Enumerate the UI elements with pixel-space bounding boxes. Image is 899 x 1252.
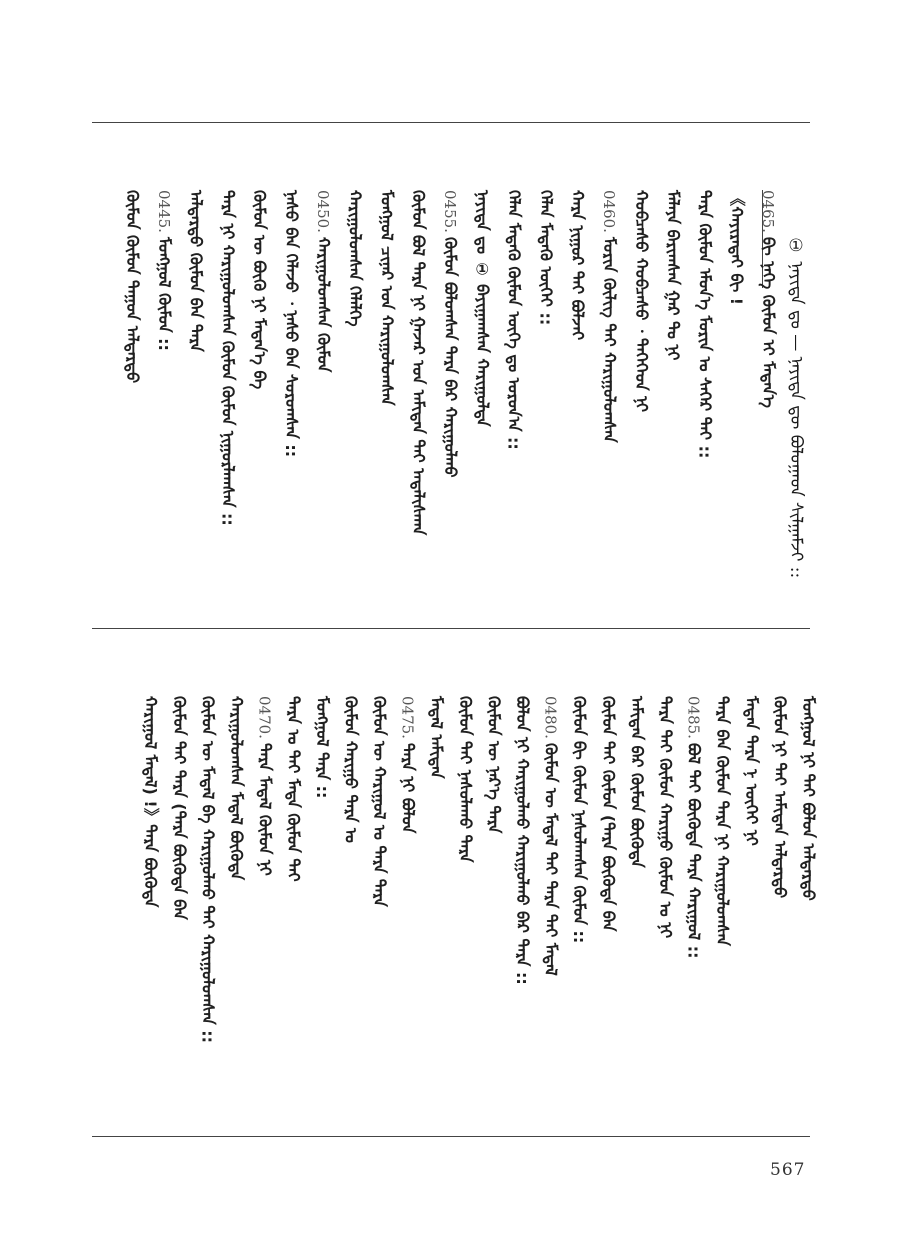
text-line (627, 696, 647, 868)
line-text: ᠬᠦᠮᠦᠨ ᠦ ᠪᠦᠬᠦ ᠨᠢ ᠮᠡᠳᠡᠨ᠎ᠡ ᠪᠠ (250, 190, 270, 390)
line-number: 0475. (398, 696, 417, 739)
text-line (657, 696, 673, 938)
text-line (695, 190, 715, 459)
line-text: ᠬᠦᠮᠦᠨ ᠦ ᠬᠠᠷᠢᠭᠤᠯ ᠤ ᠲᠡᠷᠡ ᠲᠡᠷᠡ (370, 696, 389, 907)
line-text: ᠠᠯᠳᠠᠷᠲᠤ ᠬᠦᠮᠦᠨ ᠪᠡᠨ ᠲᠡᠷᠡ (186, 190, 206, 352)
line-text: ᠬᠡᠯᠡᠨ ᠮᠡᠳᠡᠬᠦ ᠦᠭᠡᠢ :: (536, 190, 556, 326)
text-line (686, 696, 702, 959)
text-line (341, 696, 361, 843)
line-text: ᠲᠡᠷᠡ ᠬᠦᠮᠦᠨ ᠡᠮᠦᠨ᠎ᠡ ᠮᠤᠷᠢᠨ ᠤ ᠰᠡᠭᠡᠷ ᠲᠠᠢ :: (695, 190, 715, 459)
middle-rule (92, 628, 810, 629)
line-text: ᠬᠦᠮᠦᠨ ᠦ ᠮᠡᠳᠡᠯ ᠲᠡᠢ ᠲᠡᠷᠡ ᠲᠡᠢ ᠮᠡᠳᠡᠯ (541, 742, 561, 976)
line-text: ᠪᠣᠯ ᠲᠡᠢ ᠪᠦᠬᠦᠳᠡ ᠲᠡᠷᠡ ᠬᠠᠷᠢᠭᠤᠯ :: (684, 742, 704, 959)
text-line (283, 190, 299, 457)
text-line (536, 190, 556, 326)
line-number: 0470. (255, 696, 274, 739)
text-line (442, 190, 458, 478)
footnote: ① ᠨᠡᠶᠢᠲᠡ ᠳᠤ — ᠨᠡᠶᠢᠲᠡ ᠳᠦ ᠪᠤᠯᠤᠭᠠᠳ ᠰᠢᠯᠭᠠᠮᠵᠢ :: (786, 236, 806, 579)
text-line (484, 696, 504, 834)
text-line (347, 190, 363, 327)
line-text: ᠲᠡᠷᠡ ᠨᠢ ᠬᠠᠷᠢᠭᠤᠯᠤᠭᠰᠠᠨ ᠬᠦᠮᠦᠨ ᠬᠦᠮᠦᠨ ᠨᠢᠭᠤᠷᠯᠠᠭᠰᠠᠨ :: (218, 190, 238, 526)
text-line (713, 696, 733, 946)
line-text: ᠬᠦᠮᠦᠨ ᠪᠤᠯ ᠲᠡᠷᠡ ᠨᠢ ᠭᠠᠵᠠᠷ ᠤᠨ ᠠᠮᠢᠲᠠᠨ ᠲᠡᠢ ᠠᠳᠠᠯᠢᠰᠬᠠᠨ (409, 190, 429, 536)
text-line (600, 696, 616, 931)
line-text: ᠬᠠᠷᠢᠭᠤᠯᠤᠭᠰᠠᠨ ᠮᠡᠳᠡᠯ ᠪᠦᠬᠦᠳᠡ (227, 696, 246, 881)
line-text: ᠲᠡᠷᠡ ᠤ ᠲᠡᠢ ᠮᠡᠳᠡ ᠬᠦᠮᠦᠨ ᠲᠡᠢ (284, 696, 304, 882)
line-text: ᠬᠦᠮᠦᠨ ᠨᠢ ᠲᠡᠢ ᠠᠮᠢᠲᠠᠨ ᠠᠯᠳᠠᠷᠲᠤ (770, 696, 790, 899)
line-text: ᠬᠦᠮᠦᠨ ᠲᠡᠢ ᠬᠦᠮᠦᠨ (ᠲᠡᠷᠡ ᠪᠦᠬᠦᠳᠡ ᠪᠡᠨ (598, 696, 618, 932)
line-text: ᠬᠠᠷᠠ ᠨᠢᠭᠤᠷ ᠲᠠᠢ ᠪᠤᠯᠵᠠᠢ (568, 190, 588, 341)
line-text: ᠬᠦᠮᠦᠨ ᠦ ᠮᠡᠳᠡᠯ ᠪᠡ ᠬᠠᠷᠢᠭᠤᠯᠬᠤ ᠲᠡᠢ ᠬᠠᠷᠢᠭᠤᠯᠤᠭᠰᠠᠨ :: (198, 696, 218, 1044)
text-line (665, 190, 681, 360)
text-line (250, 190, 270, 390)
top-rule (92, 122, 810, 123)
line-text: ᠬᠦᠮᠦᠨ ᠦ ᠨᠡᠷ᠎ᠡ ᠲᠡᠷᠡ (484, 696, 504, 834)
line-text: ᠪᠣᠯᠤᠨ ᠨᠢ ᠬᠠᠷᠢᠭᠤᠯᠬᠤ ᠬᠠᠷᠢᠭᠤᠯᠬᠤ ᠪᠡᠷ ᠲᠡᠷᠡ :: (513, 696, 532, 985)
line-text: ᠲᠡᠷᠡ ᠨᠢ ᠪᠣᠯᠤᠨ (398, 742, 418, 834)
text-line (218, 190, 238, 526)
line-number: 0445. (154, 190, 173, 233)
text-line (124, 190, 140, 383)
line-text: ᠮᠡᠳᠡᠨ ᠲᠡᠷᠡ ᠨ ᠦᠭᠡᠢ ᠨᠢ (741, 696, 761, 846)
line-text: ᠨᠡᠶᠢᠲᠡ ᠳᠤ ① ᠪᠠᠶᠢᠭᠠᠭᠰᠠᠨ ᠬᠠᠷᠢᠭᠤᠯᠲᠠ (472, 190, 492, 427)
text-line (457, 696, 473, 863)
text-line (760, 190, 776, 408)
text-line (743, 696, 759, 846)
line-number: 0460. (600, 190, 618, 233)
line-number: 0485. (684, 696, 703, 739)
line-text: ᠬᠠᠷᠢᠭᠤᠯ ᠮᠡᠳᠡᠯ) !》ᠲᠡᠷᠡ ᠪᠦᠬᠦᠳᠡ (141, 696, 161, 908)
line-text: ᠮᠣᠩᠭᠣᠯ ᠴᠢᠨᠠᠷ ᠤᠨ ᠬᠠᠷᠢᠭᠤᠯᠤᠭᠰᠠᠨ (377, 190, 397, 406)
text-line (377, 190, 397, 406)
line-text: ᠲᠡᠷᠡ ᠪᠡᠨ ᠬᠦᠮᠦᠨ ᠲᠡᠷᠡ ᠨᠢ ᠬᠠᠷᠢᠭᠤᠯᠤᠭᠰᠠᠨ (713, 696, 733, 946)
line-text: ᠮᠡᠳᠡᠯ ᠠᠮᠢᠲᠠᠨ (427, 696, 447, 779)
text-line (315, 190, 331, 372)
line-text: ᠮᠣᠷᠢᠨ ᠬᠦᠯᠢᠭ ᠲᠡᠢ ᠬᠠᠷᠢᠭᠤᠯᠤᠭᠰᠠᠨ (600, 236, 619, 443)
line-text: ᠮᠠᠯᠠᠶᠠ ᠪᠠᠷᠢᠭᠰᠠᠨ ᠭᠠᠷ ᠲᠤ ᠨᠢ (663, 190, 683, 361)
text-line (284, 696, 304, 882)
text-line (506, 190, 522, 450)
text-line (314, 696, 330, 798)
text-line (633, 190, 649, 412)
line-text: ᠬᠠᠷᠢᠭᠤᠯᠤᠭᠰᠠᠨ ᠬᠦᠮᠦᠨ (313, 236, 333, 373)
line-text: ᠬᠠᠷᠢᠭᠤᠯᠤᠭᠰᠠᠨ ᠬᠡᠯᠡᠯᠭᠡ (345, 190, 365, 327)
text-line (188, 190, 204, 352)
text-line (568, 190, 588, 341)
text-line (409, 190, 429, 536)
line-text: ᠬᠦᠮᠦᠨ ᠬᠠᠷᠢᠭᠤ ᠲᠡᠷᠡ ᠤ (341, 696, 361, 843)
line-text: ᠬᠤᠪᠴᠠᠰᠤ ᠬᠤᠪᠴᠠᠰᠤ ᠂ ᠲᠡᠭᠡᠭᠡᠳ ᠨᠢ (631, 190, 651, 413)
text-line (371, 696, 387, 907)
line-number: 0455. (441, 190, 459, 233)
line-text: ᠲᠡᠷᠡ ᠮᠡᠳᠡᠯ ᠬᠦᠮᠦᠨ ᠨᠢ (255, 742, 275, 876)
line-text: 《ᠬᠠᠶᠢᠷᠠᠲᠠᠢ ᠪᠢ ! (727, 190, 747, 306)
text-line (427, 696, 447, 779)
line-text: ᠮᠣᠩᠭᠣᠯ ᠲᠡᠷᠡ :: (312, 696, 332, 799)
text-line (543, 696, 559, 976)
text-line (257, 696, 273, 876)
text-line (770, 696, 790, 899)
line-number: 0480. (541, 696, 560, 739)
text-line (800, 696, 816, 901)
line-text: ᠬᠦᠮᠦᠨ ᠲᠡᠢ ᠨᠠᠰᠤᠯᠠᠬᠤ ᠲᠡᠷᠡ (455, 696, 475, 863)
line-text: ᠬᠡᠯᠡᠨ ᠮᠡᠳᠡᠬᠦ ᠬᠦᠮᠦᠨ ᠦᠭᠡ ᠳᠤ ᠣᠷᠣᠨ᠎ᠠ :: (504, 190, 524, 450)
text-line (474, 190, 490, 427)
text-line (171, 696, 187, 920)
line-number: 0450. (313, 190, 332, 233)
line-text: ᠬᠦᠮᠦᠨ ᠪᠢ ᠬᠦᠮᠦᠨ ᠨᠠᠰᠤᠯᠠᠭᠰᠠᠨ ᠬᠦᠮᠦᠨ :: (570, 696, 590, 944)
line-text: ᠬᠦᠮᠦᠨ ᠪᠤᠯᠤᠭᠰᠠᠨ ᠲᠡᠷᠡ ᠪᠡᠷ ᠬᠠᠷᠢᠭᠤᠯᠬᠤ (441, 236, 460, 478)
bottom-rule (92, 1136, 810, 1137)
text-line (727, 190, 747, 306)
page-number: 567 (770, 1160, 806, 1180)
text-line (400, 696, 416, 833)
line-text: ᠮᠣᠩᠭᠣᠯ ᠬᠦᠮᠦᠨ :: (154, 236, 174, 351)
text-line (514, 696, 530, 985)
line-text: ᠲᠡᠷᠡ ᠲᠡᠢ ᠬᠦᠮᠦᠨ ᠬᠠᠷᠢᠭᠤ ᠬᠦᠮᠦᠨ ᠤ ᠨᠢ (656, 696, 675, 939)
line-text: ᠠᠮᠢᠲᠠᠨ ᠪᠡᠷ ᠬᠦᠮᠦᠨ ᠪᠦᠬᠦᠳᠡ (627, 696, 647, 868)
line-text: ᠨᠠᠰᠤ ᠪᠡᠨ ᠬᠡᠯᠡᠵᠦ ᠂ ᠨᠠᠰᠤ ᠪᠡᠨ ᠰᠤᠷᠤᠭᠰᠠᠨ :: (282, 190, 301, 458)
text-line (601, 190, 617, 443)
text-line (156, 190, 172, 351)
text-line (198, 696, 218, 1044)
line-text: ᠬᠦᠮᠦᠨ ᠬᠦᠮᠦᠨ ᠳᠠᠭᠤᠨ ᠠᠯᠳᠠᠷᠲᠤ (123, 190, 142, 384)
text-line (228, 696, 244, 880)
line-text: ᠮᠣᠩᠭᠣᠯ ᠨᠢ ᠲᠡᠢ ᠪᠣᠯᠤᠨ ᠠᠯᠳᠠᠷᠲᠤ (799, 696, 818, 901)
text-line (141, 696, 161, 908)
line-text: ᠪᠢ ᠨᠡᠭᠡ ᠬᠦᠮᠦᠨ ᠢ ᠮᠡᠳᠡᠨ᠎ᠡ (759, 236, 778, 408)
text-line (570, 696, 590, 944)
line-text: ᠬᠦᠮᠦᠨ ᠲᠡᠢ ᠲᠡᠷᠡ (ᠲᠡᠷᠡ ᠪᠦᠬᠦᠳᠡ ᠪᠡᠨ (169, 696, 189, 920)
line-number: 0465. (759, 190, 777, 233)
